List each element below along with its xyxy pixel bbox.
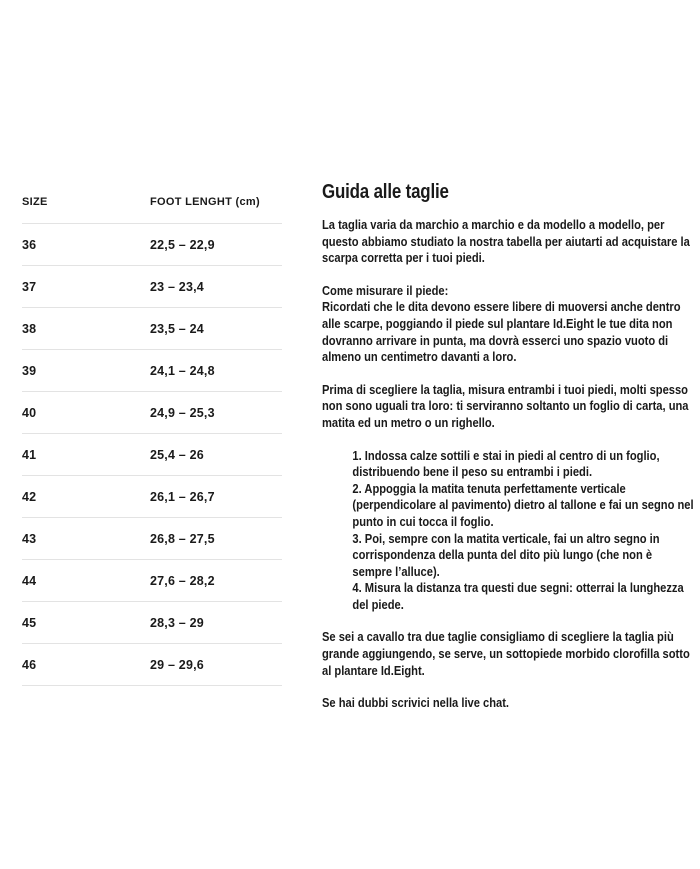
step-item: 2. Appoggia la matita tenuta perfettamente verticale (perpendicolare al pavimento) dietro al tallone e fai un segno nel punto in cui tocca il foglio. — [352, 480, 694, 529]
measure-title: Come misurare il piede: — [322, 282, 449, 298]
foot-length-cell: 23,5 – 24 — [150, 321, 204, 336]
size-cell: 44 — [22, 573, 37, 588]
size-cell: 43 — [22, 531, 37, 546]
table-row — [22, 266, 282, 308]
step-item: 3. Poi, sempre con la matita verticale, fai un altro segno in corrispondenza della punta del dito più lungo (che non è sempre l’alluce). — [352, 530, 660, 579]
table-row — [22, 308, 282, 350]
page-title: Guida alle taglie — [322, 181, 449, 203]
table-row — [22, 392, 282, 434]
foot-length-cell: 24,1 – 24,8 — [150, 363, 215, 378]
foot-length-cell: 23 – 23,4 — [150, 279, 204, 294]
size-column-header: SIZE — [22, 196, 48, 208]
size-cell: 42 — [22, 489, 37, 504]
table-row — [22, 434, 282, 476]
size-cell: 36 — [22, 237, 37, 252]
measure-section — [322, 283, 694, 366]
foot-length-cell: 22,5 – 22,9 — [150, 237, 215, 252]
size-table — [22, 196, 282, 686]
between-sizes-tip-paragraph: Se sei a cavallo tra due taglie consigliamo di scegliere la taglia più grande aggiungendo, se serve, un sottopiede morbido clorofilla sotto al plantare Id.Eight. — [322, 629, 690, 678]
foot-length-cell: 24,9 – 25,3 — [150, 405, 215, 420]
size-cell: 46 — [22, 657, 37, 672]
table-row — [22, 224, 282, 266]
foot-length-cell: 29 – 29,6 — [150, 657, 204, 672]
size-cell: 37 — [22, 279, 37, 294]
foot-length-cell: 28,3 – 29 — [150, 615, 204, 630]
size-table-header-row — [22, 196, 282, 224]
table-row — [22, 644, 282, 686]
foot-length-cell: 25,4 – 26 — [150, 447, 204, 462]
step-item: 1. Indossa calze sottili e stai in piedi al centro di un foglio, distribuendo bene il peso su entrambi i piedi. — [352, 447, 660, 480]
size-cell: 41 — [22, 447, 37, 462]
foot-length-cell: 26,8 – 27,5 — [150, 531, 215, 546]
table-row — [22, 602, 282, 644]
foot-length-column-header: FOOT LENGHT (cm) — [150, 196, 260, 208]
table-row — [22, 350, 282, 392]
foot-length-cell: 27,6 – 28,2 — [150, 573, 215, 588]
size-table-body — [22, 224, 282, 686]
size-guide-content — [322, 181, 694, 712]
step-item: 4. Misura la distanza tra questi due segni: otterrai la lunghezza del piede. — [352, 580, 684, 612]
measure-intro-paragraph: Prima di scegliere la taglia, misura entrambi i tuoi piedi, molti spesso non sono uguali tra loro: ti serviranno soltanto un foglio di carta, una matita ed un metro o un righello. — [322, 381, 689, 430]
measure-body: Ricordati che le dita devono essere libere di muoversi anche dentro alle scarpe, poggiando il piede sul plantare Id.Eight le tue dita non dovranno arrivare in punta, ma dovrà esserci uno spazio vuoto di almeno un centimetro davanti a loro. — [322, 299, 681, 365]
size-cell: 40 — [22, 405, 37, 420]
foot-length-cell: 26,1 – 26,7 — [150, 489, 215, 504]
intro-paragraph: La taglia varia da marchio a marchio e da modello a modello, per questo abbiamo studiato la nostra tabella per aiutarti ad acquistare la scarpa corretta per i tuoi piedi. — [322, 217, 690, 266]
measurement-steps — [352, 448, 693, 614]
livechat-note: Se hai dubbi scrivici nella live chat. — [322, 695, 510, 711]
size-cell: 45 — [22, 615, 37, 630]
table-row — [22, 476, 282, 518]
size-cell: 38 — [22, 321, 37, 336]
table-row — [22, 518, 282, 560]
size-cell: 39 — [22, 363, 37, 378]
table-row — [22, 560, 282, 602]
